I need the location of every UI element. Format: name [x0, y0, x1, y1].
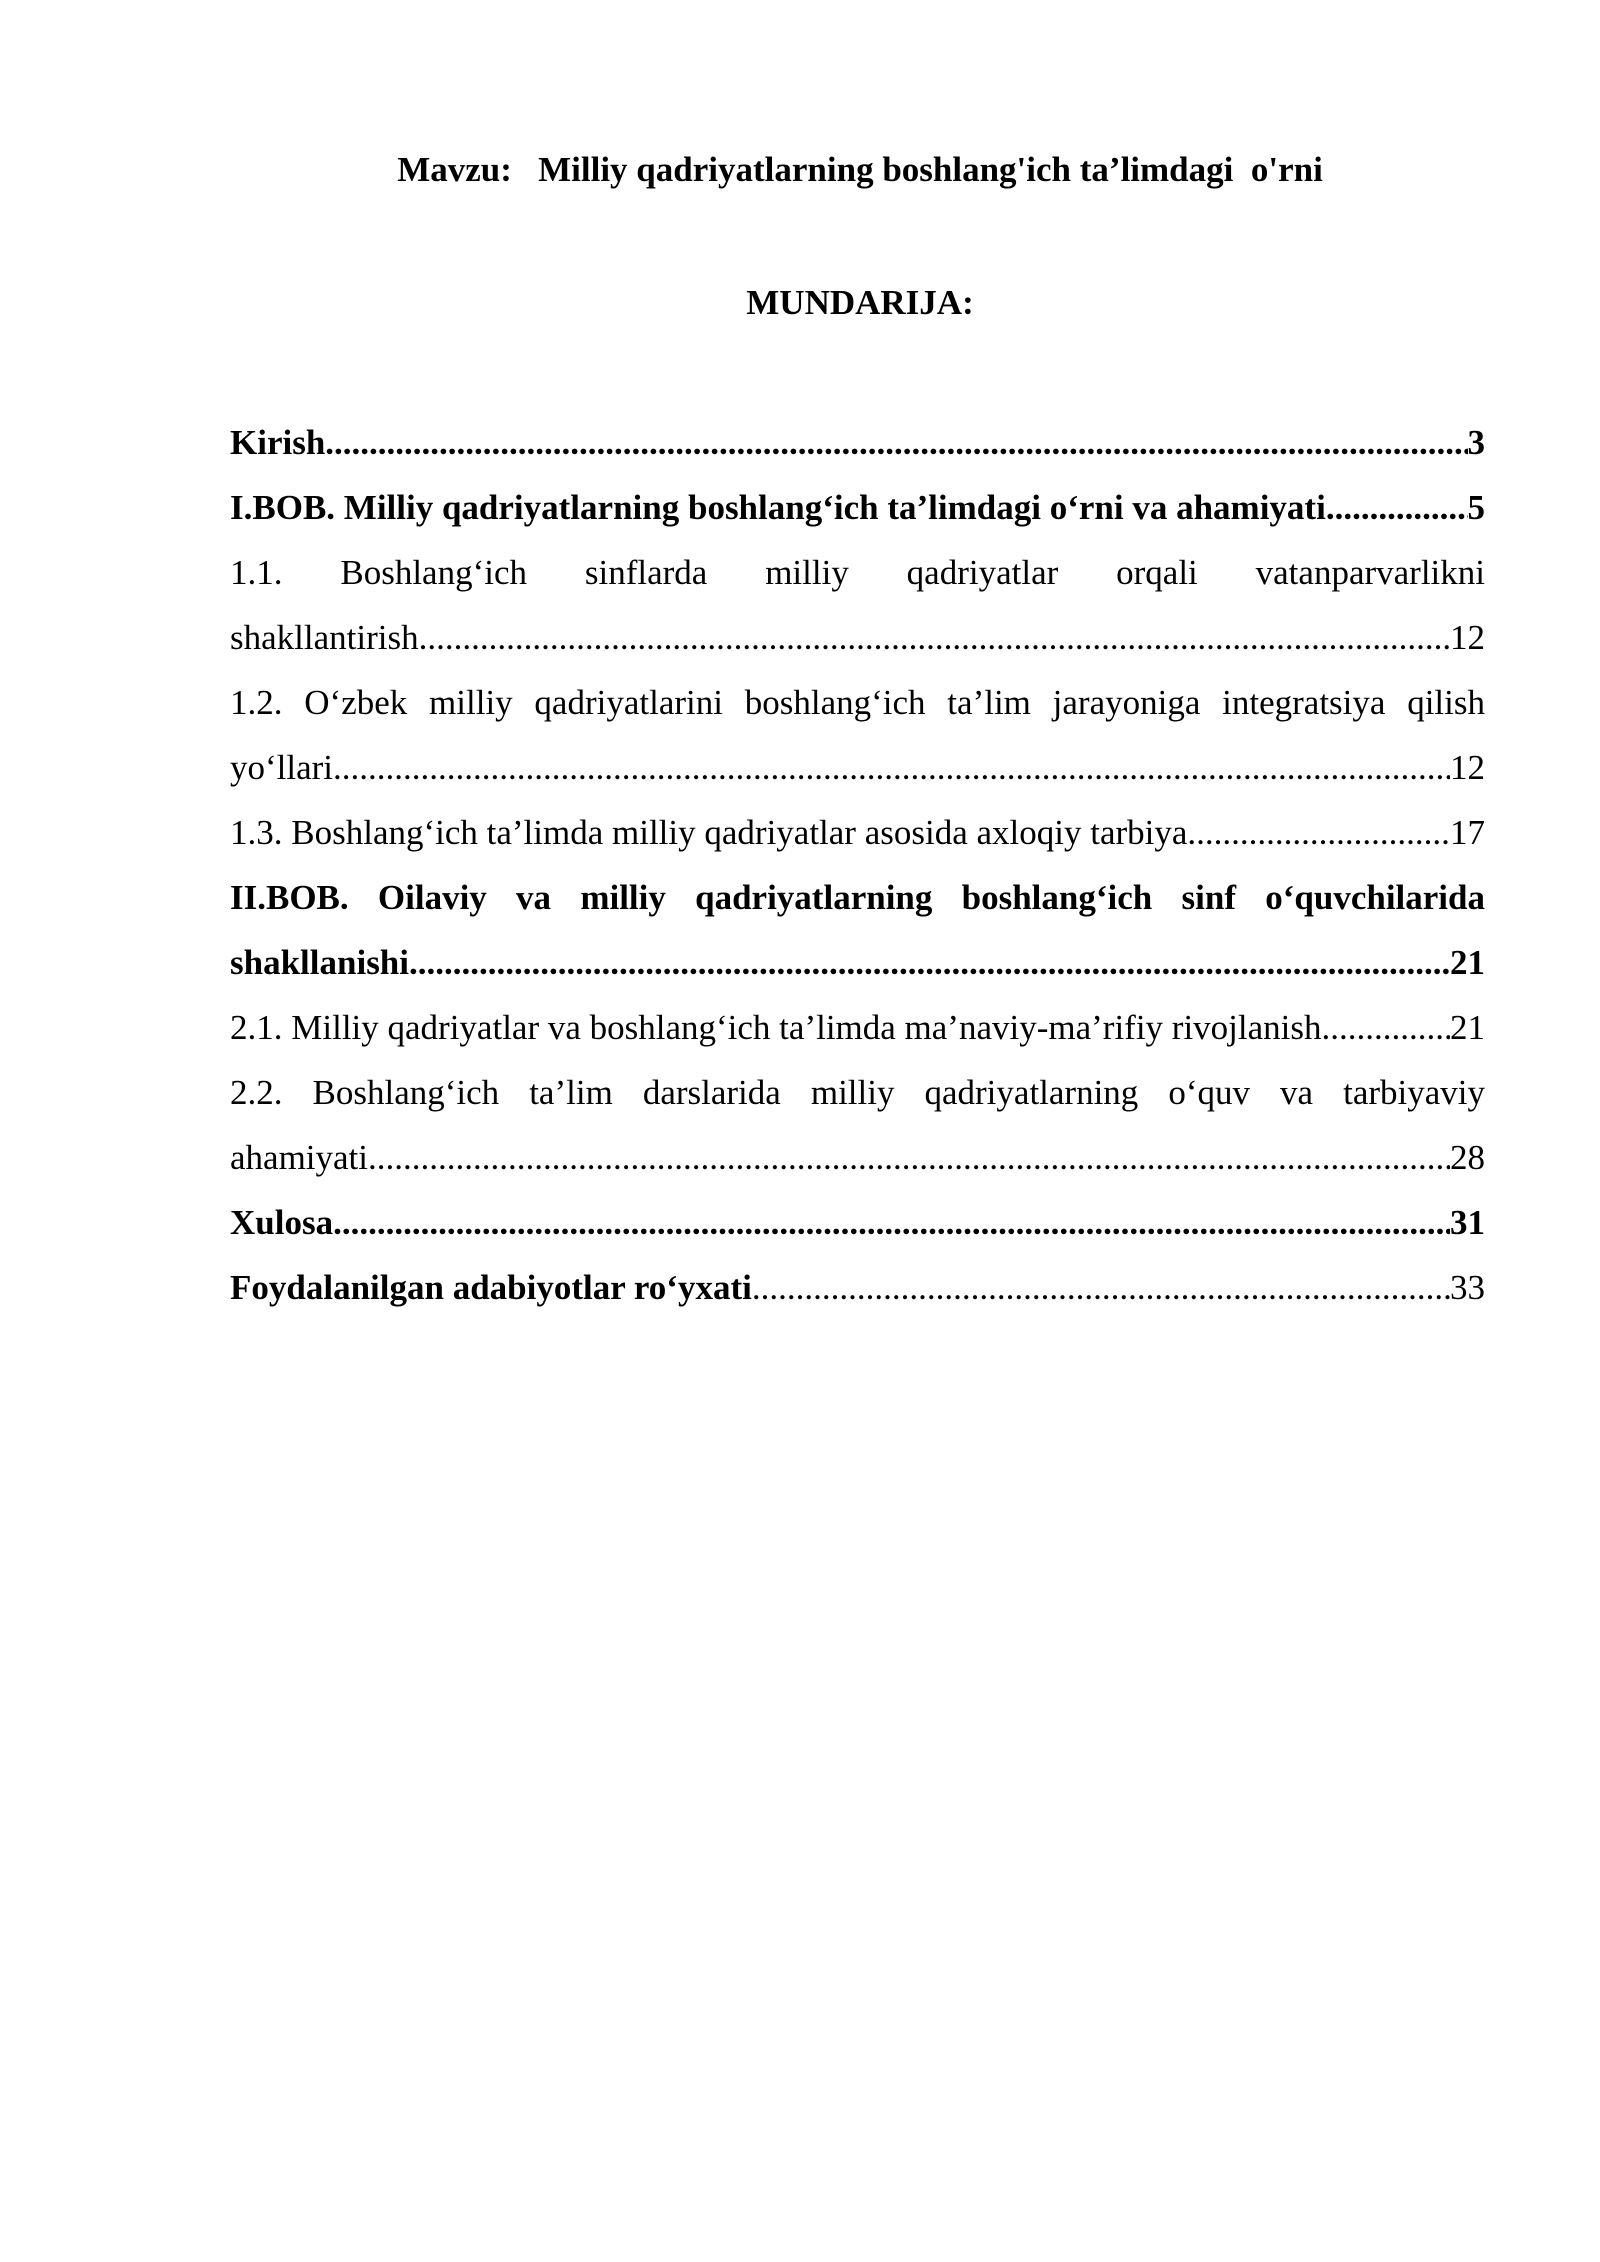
- toc-page-number: 21: [1450, 1008, 1485, 1047]
- toc-entry-label: 1.3. Boshlang‘ich ta’limda milliy qadriyatlar asosida axloqiy tarbiya: [230, 813, 1188, 852]
- dot-leader: [752, 1255, 1450, 1320]
- table-of-contents: [230, 410, 1485, 1320]
- dot-leader: [325, 410, 1467, 475]
- toc-entry-chapter-2-line-1: II.BOB. Oilaviy va milliy qadriyatlarning boshlang‘ich sinf o‘quvchilarida: [230, 878, 1485, 917]
- toc-entry-label: Xulosa: [230, 1203, 334, 1242]
- toc-entry-2-1: [230, 995, 1485, 1060]
- toc-page-number: 28: [1450, 1138, 1485, 1177]
- toc-page-number: 5: [1467, 488, 1485, 527]
- toc-entry-2-2-line-1: 2.2. Boshlang‘ich ta’lim darslarida milliy qadriyatlarning o‘quv va tarbiyaviy: [230, 1073, 1485, 1112]
- toc-page-number: 33: [1450, 1268, 1485, 1307]
- toc-entry-label: Foydalanilgan adabiyotlar ro‘yxati: [230, 1268, 752, 1307]
- toc-entry-1-3: [230, 800, 1485, 865]
- dot-leader: [333, 735, 1450, 800]
- toc-entry-1-2-line-1: 1.2. O‘zbek milliy qadriyatlarini boshlang‘ich ta’lim jarayoniga integratsiya qilish: [230, 683, 1485, 722]
- dot-leader: [409, 930, 1450, 995]
- toc-page-number: 12: [1450, 618, 1485, 657]
- contents-heading: MUNDARIJA:: [746, 283, 974, 322]
- toc-entry-label: yo‘llari: [230, 748, 334, 787]
- toc-entry-kirish: [230, 410, 1485, 475]
- toc-entry-1-1-line-1: 1.1. Boshlang‘ich sinflarda milliy qadriyatlar orqali vatanparvarlikni: [230, 553, 1485, 592]
- dot-leader: [368, 1125, 1450, 1190]
- toc-page-number: 21: [1450, 943, 1485, 982]
- toc-entry-label: shakllanishi: [230, 943, 409, 982]
- toc-page-number: 17: [1450, 813, 1485, 852]
- toc-entry-chapter-1: [230, 475, 1485, 540]
- toc-entry-1-1-line-2: [230, 605, 1485, 670]
- toc-entry-conclusion: [230, 1190, 1485, 1255]
- toc-entry-label: ahamiyati: [230, 1138, 369, 1177]
- toc-entry-references: [230, 1255, 1485, 1320]
- toc-entry-label: 2.1. Milliy qadriyatlar va boshlang‘ich ta’limda ma’naviy-ma’rifiy rivojlanish: [230, 1008, 1322, 1047]
- dot-leader: [1326, 475, 1468, 540]
- document-title: Mavzu: Milliy qadriyatlarning boshlang'ich ta’limdagi o'rni: [397, 150, 1323, 189]
- toc-entry-label: I.BOB. Milliy qadriyatlarning boshlang‘ich ta’limdagi o‘rni va ahamiyati: [230, 488, 1326, 527]
- toc-page-number: 12: [1450, 748, 1485, 787]
- toc-page-number: 31: [1450, 1203, 1485, 1242]
- dot-leader: [1322, 995, 1450, 1060]
- toc-entry-2-2-line-2: [230, 1125, 1485, 1190]
- toc-entry-chapter-2-line-2: [230, 930, 1485, 995]
- toc-entry-label: Kirish: [230, 423, 326, 462]
- toc-entry-label: shakllantirish: [230, 618, 419, 657]
- toc-page-number: 3: [1467, 423, 1485, 462]
- toc-entry-1-2-line-2: [230, 735, 1485, 800]
- dot-leader: [1187, 800, 1450, 865]
- dot-leader: [333, 1190, 1450, 1255]
- dot-leader: [419, 605, 1450, 670]
